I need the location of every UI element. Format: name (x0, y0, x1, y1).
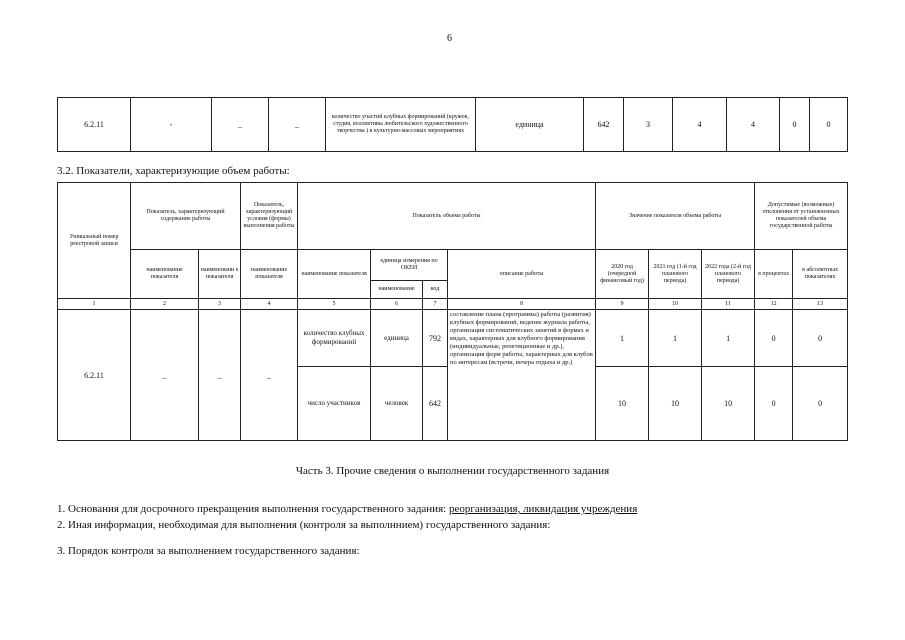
deviation-percent: 0 (755, 310, 793, 367)
column-numbers-row (58, 299, 848, 310)
record-code: 6.2.11 (58, 98, 131, 152)
column-number: 3 (199, 299, 241, 310)
cell-dash: _ (131, 310, 199, 441)
deviation-percent: 0 (755, 367, 793, 441)
cell-dash: - (131, 98, 212, 152)
column-number: 13 (793, 299, 848, 310)
record-number: 6.2.11 (58, 310, 131, 441)
column-number: 7 (423, 299, 448, 310)
header-content-group: Показатель, характеризующий содержание работы (131, 183, 241, 250)
column-number: 12 (755, 299, 793, 310)
header-year-2020: 2020 год (очередной финансовый год) (596, 250, 649, 299)
header-absolute: в абсолютных показателях (793, 250, 848, 299)
deviation-absolute: 0 (793, 310, 848, 367)
column-number: 6 (371, 299, 423, 310)
unit-code: 792 (423, 310, 448, 367)
header-indicator-name: наименование показателя (131, 250, 199, 299)
cell-dash: _ (269, 98, 326, 152)
header-indicator-name: наименовани е показателя (199, 250, 241, 299)
indicator-name: число участников (298, 367, 371, 441)
unit-code: 642 (423, 367, 448, 441)
page-number: 6 (447, 33, 452, 44)
indicator-name: количество клубных формирований (298, 310, 371, 367)
termination-grounds-value: реорганизация, ликвидация учреждения (448, 503, 638, 515)
header-year-2021: 2021 год (1-й год планового периода) (649, 250, 702, 299)
paragraph-label: 1. Основания для досрочного прекращения выполнения государственного задания: (57, 503, 449, 515)
cell-dash: _ (212, 98, 269, 152)
header-percent: в процентах (755, 250, 793, 299)
header-year-2022: 2022 года (2-й год планового периода) (702, 250, 755, 299)
value-2022: 4 (727, 98, 780, 152)
top-indicator-table (57, 97, 848, 152)
value-2020: 1 (596, 310, 649, 367)
column-number: 2 (131, 299, 199, 310)
indicator-name: количество участий клубных формирований (кружок, студия, коллективы любительского художественного творчества ) в культурно-массовых мероприятиях (326, 98, 476, 152)
header-volume-group: Показатель объема работы (298, 183, 596, 250)
paragraph-other-info: 2. Иная информация, необходимая для выполнения (контроля за выполннием) государственного задания: (57, 519, 551, 531)
paragraph-control-procedure: 3. Порядок контроля за выполнением государственного задания: (57, 545, 360, 557)
value-2021: 4 (673, 98, 727, 152)
deviation-absolute: 0 (810, 98, 848, 152)
column-number: 5 (298, 299, 371, 310)
header-value-group: Значение показателя объема работы (596, 183, 755, 250)
column-number: 4 (241, 299, 298, 310)
value-2020: 10 (596, 367, 649, 441)
section-title: 3.2. Показатели, характеризующие объем работы: (57, 165, 290, 177)
volume-indicators-table (57, 182, 848, 441)
header-unique-number: Уникальный номер реестровой записи (58, 183, 131, 299)
header-conditions-group: Показатель, характеризующий условия (формы) выполнения работы (241, 183, 298, 250)
unit-name: единица (371, 310, 423, 367)
table-row (58, 310, 848, 367)
column-number: 1 (58, 299, 131, 310)
table-row (58, 98, 848, 152)
deviation-percent: 0 (780, 98, 810, 152)
column-number: 11 (702, 299, 755, 310)
header-unit-name: наименование (371, 281, 423, 299)
okei-code: 642 (584, 98, 624, 152)
header-work-description: описание работы (448, 250, 596, 299)
value-2021: 1 (649, 310, 702, 367)
column-number: 8 (448, 299, 596, 310)
deviation-absolute: 0 (793, 367, 848, 441)
unit-name: человек (371, 367, 423, 441)
column-number: 9 (596, 299, 649, 310)
unit-name: единица (476, 98, 584, 152)
header-unit-okei: единица измерения по ОКЕИ (371, 250, 448, 281)
cell-dash: _ (241, 310, 298, 441)
cell-dash: _ (199, 310, 241, 441)
header-indicator-name: наименование показателя (241, 250, 298, 299)
part-title: Часть 3. Прочие сведения о выполнении государственного задания (295, 465, 610, 477)
paragraph-termination-grounds (57, 503, 637, 515)
header-indicator-name: наименование показателя (298, 250, 371, 299)
value-2021: 10 (649, 367, 702, 441)
value-2022: 1 (702, 310, 755, 367)
header-deviation-group: Допустимые (возможные) отклонения от установленных показателей объема государственной работы (755, 183, 848, 250)
header-row (58, 250, 848, 281)
header-row (58, 183, 848, 250)
header-unit-code: код (423, 281, 448, 299)
value-2020: 3 (624, 98, 673, 152)
value-2022: 10 (702, 367, 755, 441)
work-description: составление плана (программы) работы (развития) клубных формирований, ведение журнала работы, организация систематических занятий в формах и видах, характерных для клубного формирования (индивидуальные, репетиционные и др.), организация форм работы, характерных для клубов по интересам (встречи, вечера отдыха и др.) (448, 310, 596, 441)
column-number: 10 (649, 299, 702, 310)
